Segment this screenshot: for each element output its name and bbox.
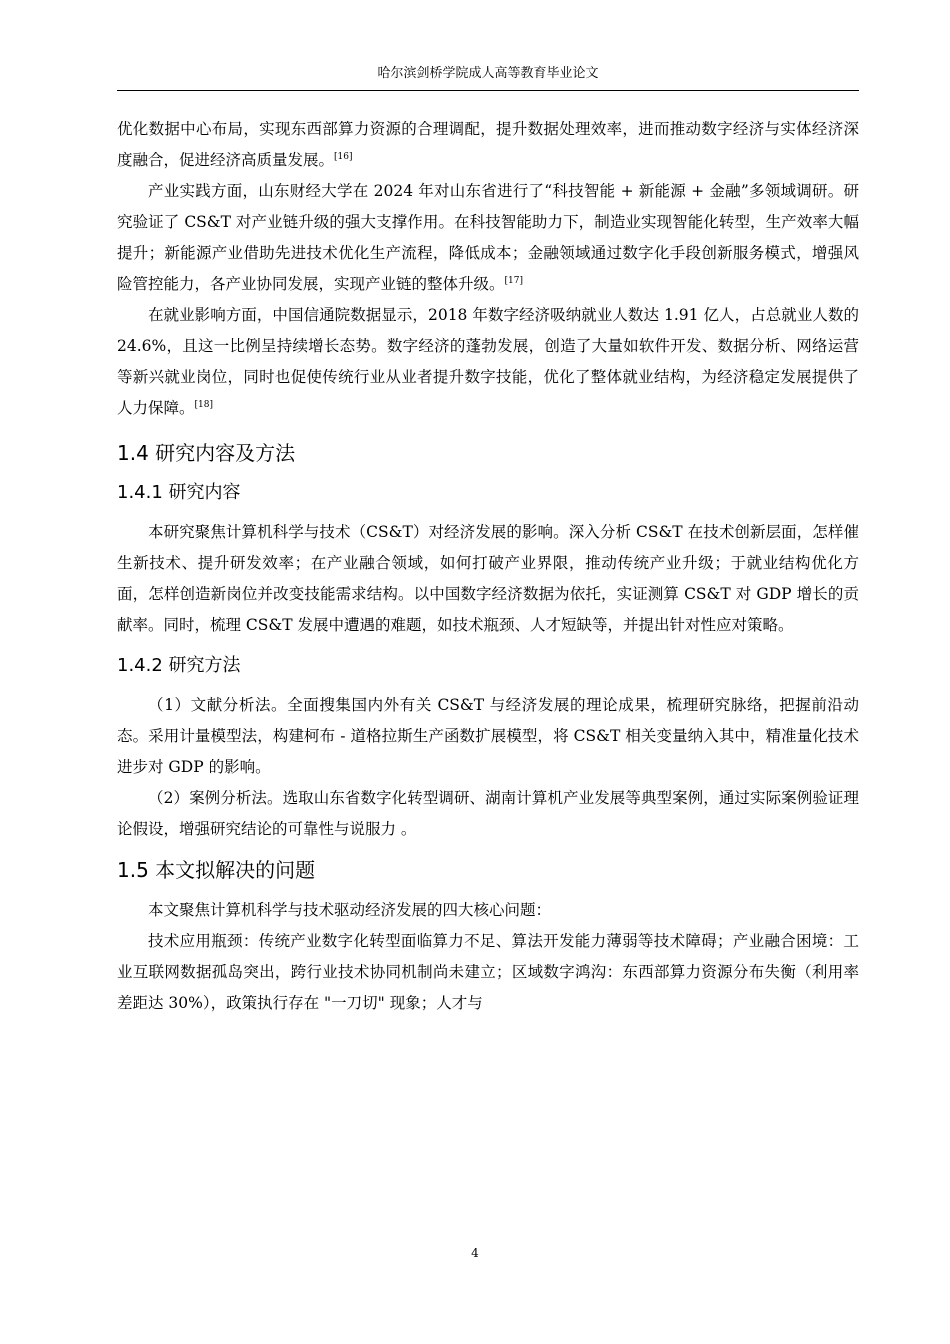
paragraph-text: 优化数据中心布局，实现东西部算力资源的合理调配，提升数据处理效率，进而推动数字经济与实体经济深度融合，促进经济高质量发展。: [117, 120, 859, 169]
section-heading-1-4-1: 1.4.1 研究内容: [117, 482, 241, 503]
paragraph-employment: [117, 300, 859, 424]
section-heading-1-4-2: 1.4.2 研究方法: [117, 655, 241, 676]
paragraph-research-content: 本研究聚焦计算机科学与技术（CS&T）对经济发展的影响。深入分析 CS&T 在技术创新层面，怎样催生新技术、提升研发效率；在产业融合领域，如何打破产业界限，推动传统产业升级；于就业结构优化方面，怎样创造新岗位并改变技能需求结构。以中国数字经济数据为依托，实证测算 CS&T 对 GDP 增长的贡献率。同时，梳理 CS&T 发展中遭遇的难题，如技术瓶颈、人才短缺等，并提出针对性应对策略。: [117, 523, 859, 634]
page-content: [117, 114, 859, 1019]
citation-ref: [16]: [334, 152, 353, 162]
paragraph-continued: [117, 114, 859, 176]
header-title: 哈尔滨剑桥学院成人高等教育毕业论文: [377, 66, 599, 81]
paragraph-text: 在就业影响方面，中国信通院数据显示，2018 年数字经济吸纳就业人数达 1.91 亿人，占总就业人数的 24.6%，且这一比例呈持续增长态势。数字经济的蓬勃发展，创造了大量如软件开发、数据分析、网络运营等新兴就业岗位，同时也促使传统行业从业者提升数字技能，优化了整体就业结构，为经济稳定发展提供了人力保障。: [117, 306, 859, 417]
paragraph-text: 产业实践方面，山东财经大学在 2024 年对山东省进行了“科技智能 + 新能源 + 金融”多领域调研。研究验证了 CS&T 对产业链升级的强大支撑作用。在科技智能助力下，制造业实现智能化转型，生产效率大幅提升；新能源产业借助先进技术优化生产流程，降低成本；金融领域通过数字化手段创新服务模式，增强风险管控能力，各产业协同发展，实现产业链的整体升级。: [117, 182, 859, 293]
section-heading-1-4: 1.4 研究内容及方法: [117, 441, 296, 465]
paragraph-industry-practice: [117, 176, 859, 300]
paragraph-method-2: （2）案例分析法。选取山东省数字化转型调研、湖南计算机产业发展等典型案例，通过实际案例验证理论假设，增强研究结论的可靠性与说服力 。: [117, 789, 859, 838]
page-header: [117, 64, 859, 91]
page-number: 4: [471, 1246, 479, 1260]
paragraph-problems: 技术应用瓶颈：传统产业数字化转型面临算力不足、算法开发能力薄弱等技术障碍；产业融合困境：工业互联网数据孤岛突出，跨行业技术协同机制尚未建立；区域数字鸿沟：东西部算力资源分布失衡（利用率差距达 30%），政策执行存在 "一刀切" 现象；人才与: [117, 932, 859, 1012]
section-heading-1-5: 1.5 本文拟解决的问题: [117, 858, 316, 882]
paragraph-problems-intro: 本文聚焦计算机科学与技术驱动经济发展的四大核心问题：: [148, 901, 552, 919]
paragraph-method-1: （1）文献分析法。全面搜集国内外有关 CS&T 与经济发展的理论成果，梳理研究脉络，把握前沿动态。采用计量模型法，构建柯布 - 道格拉斯生产函数扩展模型，将 CS&T 相关变量纳入其中，精准量化技术进步对 GDP 的影响。: [117, 696, 859, 776]
citation-ref: [17]: [504, 276, 523, 286]
citation-ref: [18]: [194, 400, 213, 410]
